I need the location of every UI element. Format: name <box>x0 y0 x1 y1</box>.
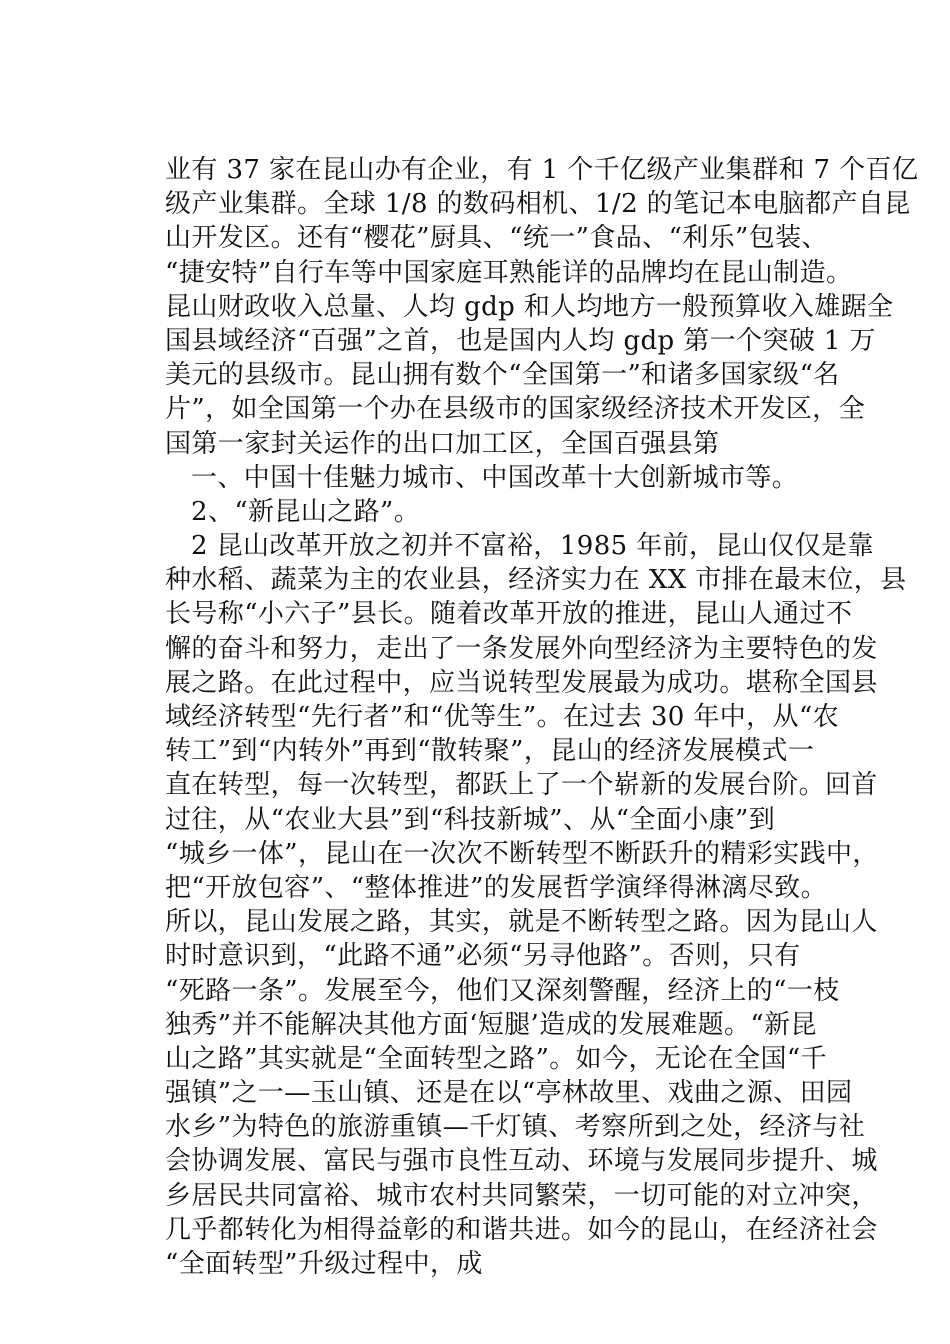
text-line: 种水稻、蔬菜为主的农业县，经济实力在 XX 市排在最末位，县 <box>165 565 907 596</box>
text-line: 国县域经济“百强”之首，也是国内人均 gdp 第一个突破 1 万 <box>165 325 876 356</box>
text-line: 美元的县级市。昆山拥有数个“全国第一”和诸多国家级“名 <box>165 360 840 391</box>
text-line: 过往，从“农业大县”到“科技新城”、从“全面小康”到 <box>165 804 776 835</box>
text-line: 水乡”为特色的旅游重镇—千灯镇、考察所到之处，经济与社 <box>165 1112 866 1143</box>
text-line: 国第一家封关运作的出口加工区，全国百强县第 <box>165 428 720 459</box>
text-line: 把“开放包容”、“整体推进”的发展哲学演绎得淋漓尽致。 <box>165 872 827 903</box>
text-line: 展之路。在此过程中，应当说转型发展最为成功。堪称全国县 <box>165 667 878 698</box>
text-line: “全面转型”升级过程中，成 <box>165 1249 483 1279</box>
text-line: 会协调发展、富民与强市良性互动、环境与发展同步提升、城 <box>165 1146 878 1177</box>
text-line: 时时意识到，“此路不通”必须“另寻他路”。否则，只有 <box>165 941 801 972</box>
text-line: 长号称“小六子”县长。随着改革开放的推进，昆山人通过不 <box>165 599 853 630</box>
text-line: 独秀”并不能解决其他方面‘短腿’造成的发展难题。“新昆 <box>165 1009 817 1040</box>
text-line: 懈的奋斗和努力，走出了一条发展外向型经济为主要特色的发 <box>165 633 878 664</box>
text-line: 域经济转型“先行者”和“优等生”。在过去 30 年中，从“农 <box>165 702 840 732</box>
text-line: 山之路”其实就是“全面转型之路”。如今，无论在全国“千 <box>165 1043 827 1074</box>
text-line: “捷安特”自行车等中国家庭耳熟能详的品牌均在昆山制造。 <box>165 257 853 288</box>
text-line: 级产业集群。全球 1/8 的数码相机、1/2 的笔记本电脑都产自昆 <box>165 189 911 220</box>
text-line: 直在转型，每一次转型，都跃上了一个崭新的发展台阶。回首 <box>165 770 878 801</box>
text-line: 几乎都转化为相得益彰的和谐共进。如今的昆山，在经济社会 <box>165 1214 878 1245</box>
body-text <box>165 153 919 1281</box>
section-heading: 2、“新昆山之路”。 <box>191 496 421 527</box>
text-line: 乡居民共同富裕、城市农村共同繁荣，一切可能的对立冲突， <box>165 1180 878 1211</box>
text-line: 昆山财政收入总量、人均 gdp 和人均地方一般预算收入雄踞全 <box>165 291 894 322</box>
text-line: 所以，昆山发展之路，其实，就是不断转型之路。因为昆山人 <box>165 907 878 938</box>
text-line: 片”，如全国第一个办在县级市的国家级经济技术开发区，全 <box>165 394 866 425</box>
text-line: 山开发区。还有“樱花”厨具、“统一”食品、“利乐”包装、 <box>165 223 828 254</box>
text-line: “城乡一体”，昆山在一次次不断转型不断跃升的精彩实践中， <box>165 838 879 869</box>
text-line: “死路一条”。发展至今，他们又深刻警醒，经济上的“一枝 <box>165 975 840 1006</box>
text-line: 业有 37 家在昆山办有企业，有 1 个千亿级产业集群和 7 个百亿 <box>165 155 919 185</box>
text-line: 强镇”之一—玉山镇、还是在以“亭林故里、戏曲之源、田园 <box>165 1078 853 1109</box>
paragraph-first-line: 一、中国十佳魅力城市、中国改革十大创新城市等。 <box>191 462 799 493</box>
paragraph-first-line: 2 昆山改革开放之初并不富裕，1985 年前，昆山仅仅是靠 <box>191 531 874 562</box>
text-line: 转工”到“内转外”再到“散转聚”，昆山的经济发展模式一 <box>165 736 815 767</box>
